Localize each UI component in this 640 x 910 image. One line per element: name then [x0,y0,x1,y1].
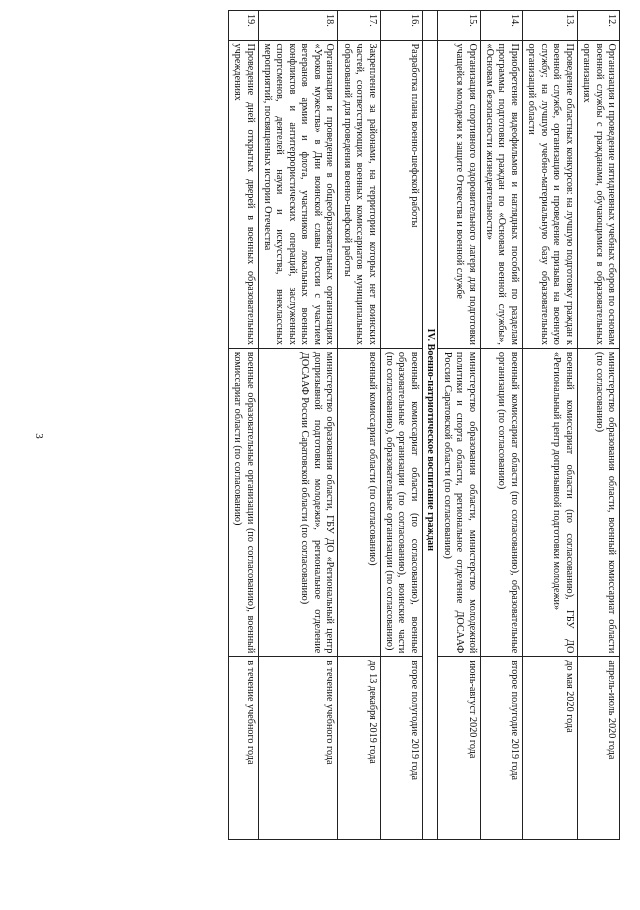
responsible-cell: министерство образования области, министерство молодежной политики и спорта области, региональное отделение ДОСААФ России Саратовской области (по согласованию) [438,348,480,656]
activity-cell: Закрепление за районами, на территории которых нет воинских частей, соответствующих военных комиссариатов муниципальных образований для проведения военно-шефской работы [338,40,380,348]
responsible-cell: военный комиссариат области (по согласованию), образовательные организации (по согласованию) [480,348,522,656]
term-cell: до мая 2020 года [522,657,577,840]
term-cell: в течение учебного года [258,657,338,840]
activity-cell: Проведение областных конкурсов: на лучшую подготовку граждан к военной службе, организацию и проведение призыва на военную службу; на лучшую учебно-материальную базу образовательных организаций области [522,40,577,348]
table-row [258,11,338,840]
term-cell: до 13 декабря 2019 года [338,657,380,840]
table-row [380,11,422,840]
table-row [577,11,619,840]
table-row [438,11,480,840]
row-number: 19. [228,11,258,41]
activity-cell: Разработка плана военно-шефской работы [380,40,422,348]
activity-cell: Организация спортивного оздоровительного лагеря для подготовки учащейся молодежи к защите Отечества и военной службе [438,40,480,348]
row-number: 15. [438,11,480,41]
row-number: 16. [380,11,422,41]
table-row [480,11,522,840]
page-number: 3 [32,433,45,439]
responsible-cell: военные образовательные организации (по согласованию), военный комиссариат области (по согласованию) [228,348,258,656]
row-number: 13. [522,11,577,41]
responsible-cell: министерство образования области, военный комиссариат области (по согласованию) [577,348,619,656]
section-title: IV. Военно-патриотическое воспитание граждан [422,40,437,839]
section-header-row [422,11,437,840]
responsible-cell: министерство образования области, ГБУ ДО «Региональный центр допризывной подготовки молодежи», региональное отделение ДОСААФ России Саратовской области (по согласованию) [258,348,338,656]
row-number: 12. [577,11,619,41]
responsible-cell: военный комиссариат области (по согласованию), военные образовательные организации (по согласованию), воинские части (по согласованию), образовательные организации (по согласованию) [380,348,422,656]
table-row [228,11,258,840]
rotated-table-wrapper [100,10,620,910]
table-row [338,11,380,840]
term-cell: второе полугодие 2019 года [480,657,522,840]
activity-cell: Приобретение видеофильмов и наглядных пособий по разделам программы подготовки граждан по «Основам военной службы», «Основам безопасности жизнедеятельности» [480,40,522,348]
term-cell: второе полугодие 2019 года [380,657,422,840]
row-number: 14. [480,11,522,41]
row-number: 18. [258,11,338,41]
row-number: 17. [338,11,380,41]
activity-cell: Проведение дней открытых дверей в военных образовательных учреждениях [228,40,258,348]
responsible-cell: военный комиссариат области (по согласованию) [338,348,380,656]
term-cell: в течение учебного года [228,657,258,840]
table-row [522,11,577,840]
section-empty-cell [422,11,437,41]
responsible-cell: военный комиссариат области (по согласованию), ГБУ ДО «Региональный центр допризывной подготовки молодежи» [522,348,577,656]
plan-table [228,10,620,840]
term-cell: апрель-июль 2020 года [577,657,619,840]
activity-cell: Организация и проведение в общеобразовательных организациях «Уроков мужества» в Дни воинской славы России с участием ветеранов армии и флота, участников локальных военных конфликтов и антитеррористических операций, заслуженных спортсменов, деятелей науки и искусства, внеклассных мероприятий, посвященных истории Отечества [258,40,338,348]
term-cell: июнь-август 2020 года [438,657,480,840]
activity-cell: Организация и проведение пятидневных учебных сборов по основам военной службы с гражданами, обучающимися в образовательных организациях [577,40,619,348]
